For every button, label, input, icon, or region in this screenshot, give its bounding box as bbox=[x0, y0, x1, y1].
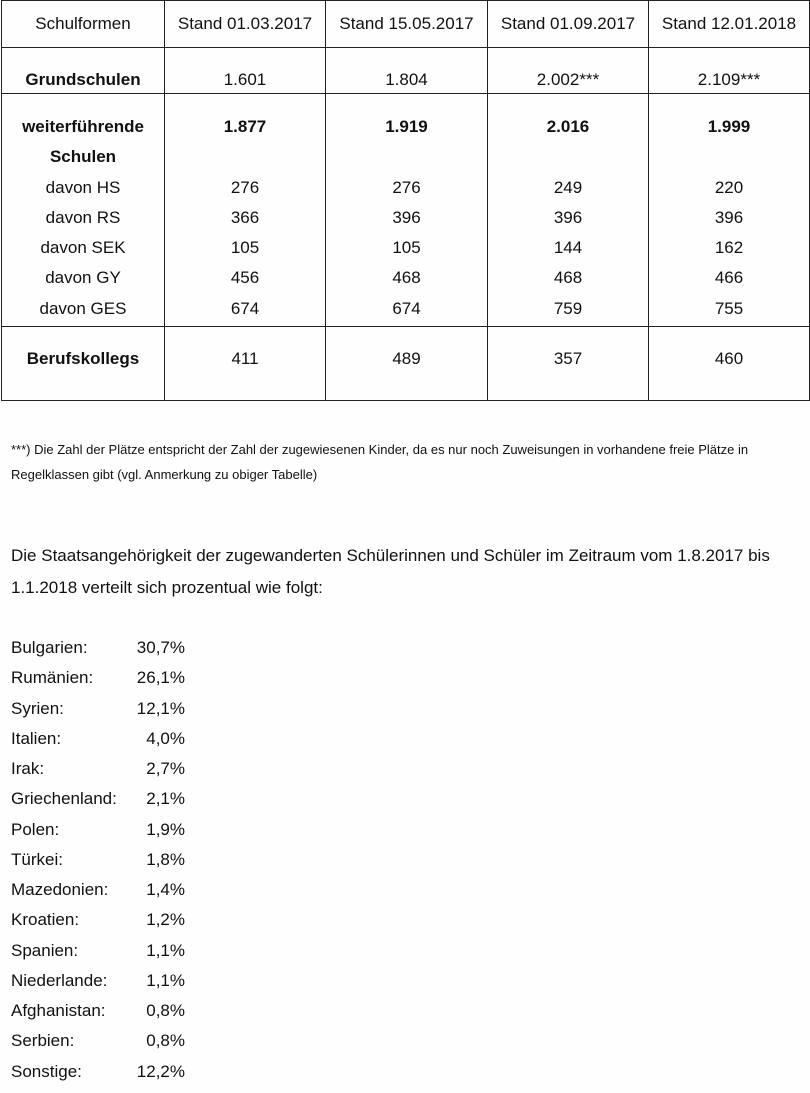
country-name: Niederlande: bbox=[11, 970, 108, 990]
country-percentage: 0,8% bbox=[146, 1001, 185, 1020]
country-percentage: 30,7% bbox=[136, 638, 185, 657]
country-percentage: 1,2% bbox=[146, 910, 185, 930]
table-cell: 105 bbox=[230, 238, 260, 258]
table-cell: 249 bbox=[553, 177, 583, 197]
intro-paragraph: Die Staatsangehörigkeit der zugewanderten Schülerinnen und Schüler im Zeitraum vom 1.8.2017 bis 1.1.2018 verteilt sich prozentual wie folgt: bbox=[11, 546, 770, 597]
list-item bbox=[11, 633, 185, 663]
table-cell: 220 bbox=[714, 177, 744, 197]
country-name: Griechenland: bbox=[11, 789, 117, 809]
list-item bbox=[11, 694, 185, 724]
table-cell: 674 bbox=[392, 298, 421, 318]
value-column bbox=[649, 94, 810, 327]
footnote: ***) Die Zahl der Plätze entspricht der Zahl der zugewiesenen Kinder, da es nur noch Zuweisungen in vorhandene freie Plätze in Regelklassen gibt (vgl. Anmerkung zu obiger Tabelle) bbox=[11, 442, 749, 482]
row-label: Schulen bbox=[49, 147, 117, 167]
list-item bbox=[11, 936, 185, 966]
table-cell: 2.002*** bbox=[488, 48, 649, 94]
country-name: Syrien: bbox=[11, 698, 64, 718]
list-item bbox=[11, 815, 185, 845]
table-cell: 755 bbox=[714, 298, 744, 318]
table-cell: 162 bbox=[714, 238, 744, 258]
table-cell-empty bbox=[649, 142, 809, 172]
list-item bbox=[11, 784, 185, 814]
country-percentage: 1,1% bbox=[146, 940, 185, 960]
list-item bbox=[11, 1057, 185, 1087]
list-item bbox=[11, 845, 185, 875]
table-cell: 674 bbox=[230, 298, 260, 318]
nationality-list bbox=[11, 633, 185, 1087]
table-cell: 456 bbox=[230, 268, 260, 288]
table-cell: 1.601 bbox=[165, 48, 326, 94]
table-cell: 411 bbox=[165, 327, 326, 401]
table-cell: 1.877 bbox=[223, 117, 267, 136]
list-item bbox=[11, 663, 185, 693]
country-percentage: 12,2% bbox=[136, 1061, 185, 1081]
table-cell: 468 bbox=[392, 268, 421, 288]
table-cell: 460 bbox=[649, 327, 810, 401]
sub-label: davon HS bbox=[45, 177, 121, 197]
country-name: Afghanistan: bbox=[11, 1001, 106, 1020]
country-name: Spanien: bbox=[11, 940, 79, 960]
table-cell: 357 bbox=[488, 327, 649, 401]
column-header: Stand 12.01.2018 bbox=[649, 1, 810, 48]
table-cell: 396 bbox=[714, 207, 744, 227]
table-cell: 466 bbox=[714, 268, 744, 288]
country-name: Italien: bbox=[11, 728, 62, 748]
sub-label: davon RS bbox=[45, 207, 121, 227]
sub-label: davon GY bbox=[45, 268, 121, 288]
country-name: Sonstige: bbox=[11, 1061, 82, 1081]
list-item bbox=[11, 754, 185, 784]
table-cell: 105 bbox=[392, 238, 421, 258]
table-cell: 396 bbox=[392, 207, 421, 227]
table-cell: 144 bbox=[553, 238, 583, 258]
country-name: Mazedonien: bbox=[11, 880, 109, 899]
country-percentage: 4,0% bbox=[146, 728, 185, 748]
row-label-group bbox=[2, 94, 165, 327]
country-percentage: 1,8% bbox=[146, 849, 185, 869]
column-header: Stand 01.09.2017 bbox=[488, 1, 649, 48]
table-row-grundschulen bbox=[2, 48, 810, 94]
country-percentage: 26,1% bbox=[136, 668, 185, 688]
country-name: Rumänien: bbox=[11, 668, 94, 688]
table-cell: 1.919 bbox=[385, 117, 428, 136]
schulformen-table bbox=[1, 0, 810, 401]
table-cell: 468 bbox=[553, 268, 583, 288]
row-label: Berufskollegs bbox=[2, 327, 165, 401]
sub-label: davon GES bbox=[39, 298, 127, 318]
country-name: Serbien: bbox=[11, 1031, 75, 1051]
table-cell: 759 bbox=[553, 298, 583, 318]
country-name: Polen: bbox=[11, 819, 60, 839]
value-column bbox=[165, 94, 326, 327]
table-cell: 276 bbox=[230, 177, 260, 197]
country-percentage: 1,9% bbox=[146, 819, 185, 839]
table-cell: 1.999 bbox=[707, 117, 751, 136]
country-name: Bulgarien: bbox=[11, 638, 88, 657]
country-percentage: 0,8% bbox=[146, 1031, 185, 1051]
table-cell: 1.804 bbox=[326, 48, 488, 94]
value-column bbox=[488, 94, 649, 327]
row-label: Grundschulen bbox=[2, 48, 165, 94]
country-name: Kroatien: bbox=[11, 910, 80, 930]
table-cell: 276 bbox=[392, 177, 421, 197]
table-row-weiterfuehrende bbox=[2, 94, 810, 327]
country-percentage: 1,1% bbox=[146, 970, 185, 990]
list-item bbox=[11, 996, 185, 1026]
list-item bbox=[11, 1026, 185, 1056]
row-label: weiterführende bbox=[22, 117, 144, 136]
table-cell: 489 bbox=[326, 327, 488, 401]
country-percentage: 2,1% bbox=[146, 789, 185, 809]
column-header: Stand 15.05.2017 bbox=[326, 1, 488, 48]
table-cell: 396 bbox=[553, 207, 583, 227]
table-cell-empty bbox=[165, 142, 325, 172]
country-name: Türkei: bbox=[11, 849, 63, 869]
country-percentage: 12,1% bbox=[136, 698, 185, 718]
country-name: Irak: bbox=[11, 759, 45, 778]
column-header: Schulformen bbox=[2, 1, 165, 48]
table-cell: 2.109*** bbox=[649, 48, 810, 94]
table-cell: 366 bbox=[230, 207, 260, 227]
list-item bbox=[11, 966, 185, 996]
table-cell: 2.016 bbox=[546, 117, 590, 136]
country-percentage: 1,4% bbox=[146, 880, 185, 899]
list-item bbox=[11, 905, 185, 935]
value-column bbox=[326, 94, 488, 327]
list-item bbox=[11, 724, 185, 754]
table-cell-empty bbox=[488, 142, 648, 172]
table-header-row bbox=[2, 1, 810, 48]
column-header: Stand 01.03.2017 bbox=[165, 1, 326, 48]
sub-label: davon SEK bbox=[40, 238, 126, 258]
country-percentage: 2,7% bbox=[146, 759, 185, 778]
list-item bbox=[11, 875, 185, 905]
table-cell-empty bbox=[326, 142, 487, 172]
table-row-berufskollegs bbox=[2, 327, 810, 401]
